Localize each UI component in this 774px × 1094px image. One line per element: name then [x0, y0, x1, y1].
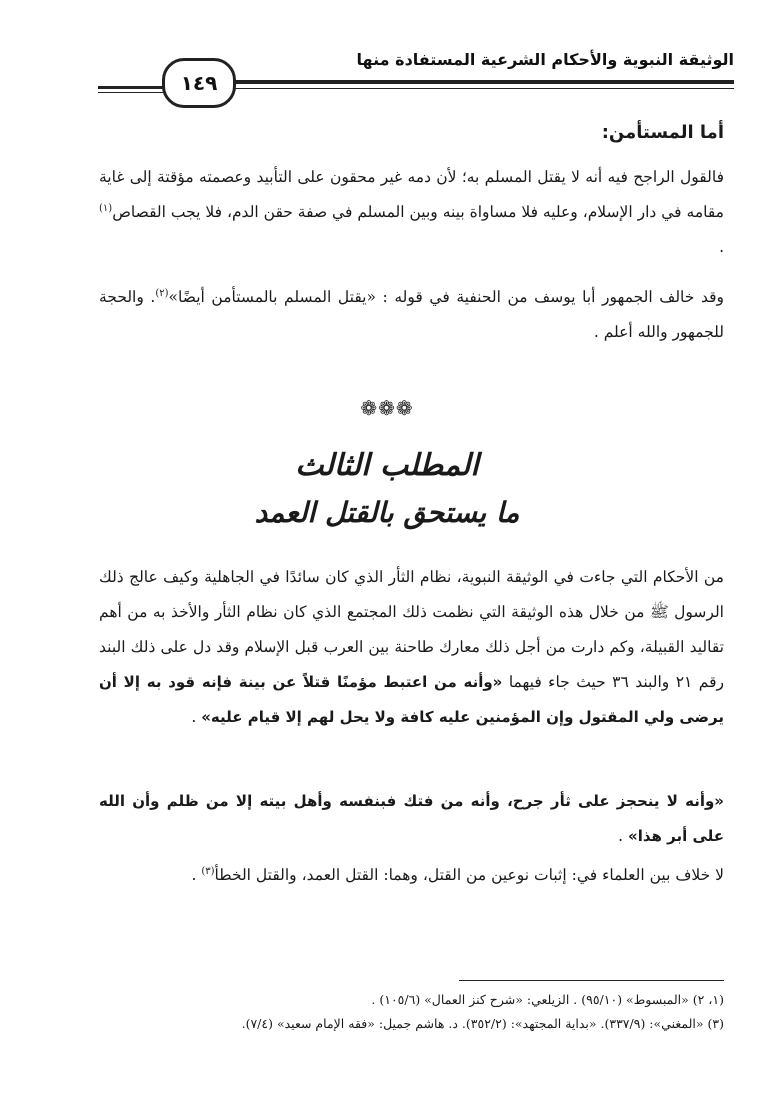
paragraph-1-end: .	[719, 238, 724, 256]
paragraph-1-text: فالقول الراجح فيه أنه لا يقتل المسلم به؛ لأن دمه غير محقون على التأبيد وعصمته مؤقتة إلى غاية مقامه في دار الإسلام، وعليه فلا مساواة بينه وبين المسلم في صفة حقن الدم، فلا يجب القصاص	[99, 168, 724, 221]
header-left-rule-thin	[98, 92, 164, 93]
paragraph-4-end: .	[618, 827, 628, 845]
subheading: أما المستأمن:	[601, 122, 724, 143]
paragraph-2	[99, 280, 724, 350]
paragraph-5	[99, 858, 724, 893]
ornament-divider: ❁❁❁	[360, 396, 414, 420]
footnote-1: (١، ٢) «المبسوط» (٩٥/١٠) . الزيلعي: «شرح كنز العمال» (١٠٥/٦) .	[371, 992, 724, 1007]
paragraph-3-text: من الأحكام التي جاءت في الوثيقة النبوية، نظام الثأر الذي كان سائدًا في الجاهلية وكيف عالج ذلك الرسول ﷺ من خلال هذه الوثيقة التي نظمت ذلك المجتمع الذي كان نظام الثأر والأخذ به من أهم تقاليد القبيلة، وكم دارت من أجل ذلك معارك طاحنة بين العرب قبل الإسلام وقد دل على ذلك البند رقم ٢١ والبند ٣٦ حيث جاء فيهما	[99, 568, 724, 691]
footnotes	[99, 988, 724, 1036]
section-title: المطلب الثالث	[295, 448, 479, 483]
header-left-rule-thick	[98, 86, 164, 89]
paragraph-2-text: وقد خالف الجمهور أبا يوسف من الحنفية في قوله : «يقتل المسلم بالمستأمن أيضًا»	[168, 288, 724, 306]
paragraph-2-end: . والحجة للجمهور والله أعلم .	[99, 288, 724, 341]
paragraph-5-text: لا خلاف بين العلماء في: إثبات نوعين من القتل، وهما: القتل العمد، والقتل الخطأ	[214, 866, 724, 884]
footnote-ref-3[interactable]: (٣)	[201, 865, 215, 877]
header-rule-thick	[234, 80, 734, 84]
footnote-rule	[459, 980, 724, 981]
paragraph-4-quote: «وأنه لا ينحجز على ثأر جرح، وأنه من فتك فبنفسه وأهل بيته إلا من ظلم وأن الله على أبر هذا»	[99, 792, 724, 845]
paragraph-3-end: .	[191, 708, 202, 726]
paragraph-3	[99, 560, 724, 735]
running-title: الوثيقة النبوية والأحكام الشرعية المستفادة منها	[356, 50, 734, 69]
paragraph-5-end: .	[191, 866, 202, 884]
footnote-2: (٣) «المغني»: (٣٣٧/٩). «بداية المجتهد»: (٣٥٢/٢). د. هاشم جميل: «فقه الإمام سعيد» (٧/٤).	[241, 1016, 724, 1031]
footnote-ref-2[interactable]: (٢)	[155, 287, 169, 299]
footnote-ref-1[interactable]: (١)	[99, 202, 113, 214]
paragraph-4	[99, 784, 724, 854]
page-number: ١٤٩	[162, 58, 236, 108]
paragraph-3-quote: «وأنه من اعتبط مؤمنًا قتلاً عن بينة فإنه قود به إلا أن يرضى ولي المقتول وإن المؤمنين عليه كافة ولا يحل لهم إلا قيام عليه»	[99, 673, 724, 726]
paragraph-1	[99, 160, 724, 265]
header-rule-thin	[234, 88, 734, 89]
section-subtitle: ما يستحق بالقتل العمد	[254, 496, 520, 529]
